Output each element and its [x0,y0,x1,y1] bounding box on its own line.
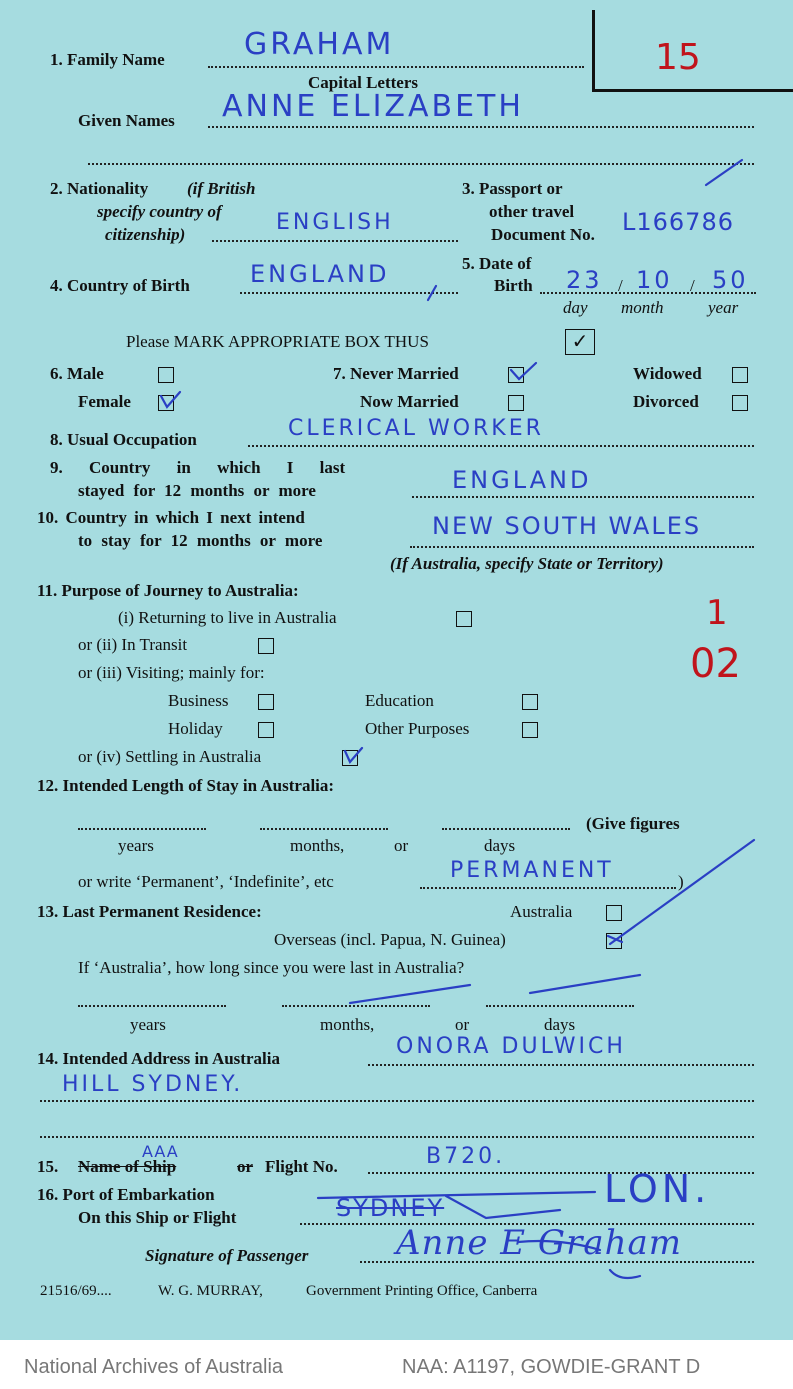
signature-flourish [518,1241,600,1250]
business-label: Business [168,691,229,710]
last-country-label-2: stayed for 12 months or more [78,481,316,500]
month-label: month [621,298,664,317]
date-separator-2: / [690,276,695,295]
residence-diagonal-stroke [610,840,754,944]
male-label: 6. Male [50,364,104,383]
country-of-birth-value[interactable]: ENGLAND [250,260,390,288]
stay-months-label: months, [290,836,345,855]
residence-overseas-label: Overseas (incl. Papua, N. Guinea) [274,930,506,949]
address-value-1[interactable]: ONORA DULWICH [396,1034,626,1059]
occupation-value[interactable]: CLERICAL WORKER [288,416,544,441]
document-no-value[interactable]: L166786 [622,208,734,236]
address-value-2[interactable]: HILL SYDNEY. [62,1072,244,1097]
day-label: day [563,298,588,317]
female-label: Female [78,392,131,411]
permanent-value[interactable]: PERMANENT [450,858,614,883]
length-of-stay-label: 12. Intended Length of Stay in Australia: [37,776,335,795]
birth-day-value[interactable]: 23 [566,266,603,294]
flight-no-value[interactable]: B720. [426,1144,506,1169]
settling-label: or (iv) Settling in Australia [78,747,262,766]
since-australia-question: If ‘Australia’, how long since you were last in Australia? [78,958,465,977]
since-or-label: or [455,1015,470,1034]
ref-number: 15 [655,37,701,78]
transit-label: or (ii) In Transit [78,635,188,654]
nationality-value[interactable]: ENGLISH [276,210,394,235]
birth-label: Birth [494,276,533,295]
permanent-instruction: or write ‘Permanent’, ‘Indefinite’, etc [78,872,334,891]
archive-footer [0,1340,793,1389]
signature-tail [610,1270,640,1278]
given-names-label: Given Names [78,111,175,130]
last-country-label: 9. Country in which I last [50,458,346,477]
permanent-close-paren: ) [678,872,684,891]
ship-name-scribble: AAA [142,1142,179,1161]
stay-days-label: days [484,836,516,855]
red-code-2: 02 [690,641,741,687]
signature-value[interactable]: Anne E Graham [396,1223,682,1263]
other-purposes-label: Other Purposes [365,719,470,738]
state-territory-note: (If Australia, specify State or Territory) [390,554,664,573]
next-country-value[interactable]: NEW SOUTH WALES [432,512,702,540]
last-country-value[interactable]: ENGLAND [452,466,592,494]
printer-name: W. G. MURRAY, [158,1283,263,1299]
year-label: year [708,298,739,317]
port-scribble-stroke [446,1196,560,1218]
give-figures-note: (Give figures [586,814,680,833]
printer-office: Government Printing Office, Canberra [306,1283,538,1299]
flight-no-label: Flight No. [265,1157,338,1176]
printer-code: 21516/69.... [40,1283,112,1299]
nationality-label-3: citizenship) [105,225,186,244]
capital-letters-note: Capital Letters [308,73,419,92]
nationality-label: 2. Nationality [50,179,149,198]
signature-label: Signature of Passenger [145,1246,309,1265]
archive-name: National Archives of Australia [24,1356,284,1378]
nationality-label-note: (if British [187,179,256,198]
address-label: 14. Intended Address in Australia [37,1049,280,1068]
divorced-label: Divorced [633,392,699,411]
passport-label-2: other travel [489,202,575,221]
ship-name-label-struck: Name of Ship [78,1157,177,1176]
example-check-box: ✓ [565,329,595,355]
last-residence-label: 13. Last Permanent Residence: [37,902,262,921]
holiday-label: Holiday [168,719,223,738]
country-of-birth-label: 4. Country of Birth [50,276,190,295]
birth-country-stroke [428,286,436,300]
port-value[interactable]: LON. [604,1167,711,1211]
never-married-label: 7. Never Married [333,364,459,383]
now-married-label: Now Married [360,392,459,411]
never-married-check-mark [511,363,536,379]
birth-month-value[interactable]: 10 [636,266,673,294]
occupation-label: 8. Usual Occupation [50,430,197,449]
family-name-value[interactable]: GRAHAM [244,27,395,62]
since-line-stroke-1 [350,985,470,1003]
since-years-label: years [130,1015,166,1034]
archive-reference: NAA: A1197, GOWDIE-GRANT D [402,1356,701,1378]
port-strike-stroke [318,1192,595,1198]
date-of-birth-label: 5. Date of [462,254,532,273]
nationality-dash-stroke [706,160,742,185]
port-label: 16. Port of Embarkation [37,1185,215,1204]
stay-or-label: or [394,836,409,855]
next-country-label-2: to stay for 12 months or more [78,531,323,550]
since-line-stroke-2 [530,975,640,993]
returning-label: (i) Returning to live in Australia [118,608,337,627]
given-names-value[interactable]: ANNE ELIZABETH [222,89,524,124]
mark-instruction: Please MARK APPROPRIATE BOX THUS [126,332,429,351]
date-separator-1: / [618,276,623,295]
since-months-label: months, [320,1015,375,1034]
stay-years-label: years [118,836,154,855]
since-days-label: days [544,1015,576,1034]
family-name-label: 1. Family Name [50,50,165,69]
residence-australia-label: Australia [510,902,573,921]
port-struck-value: SYDNEY [336,1194,445,1222]
visiting-label: or (iii) Visiting; mainly for: [78,663,265,682]
red-code-1: 1 [706,593,728,633]
ship-or-label-struck: or [237,1157,254,1176]
birth-year-value[interactable]: 50 [712,266,749,294]
port-label-2: On this Ship or Flight [78,1208,237,1227]
passport-label: 3. Passport or [462,179,563,198]
document-no-label: Document No. [491,225,595,244]
settling-check-mark [345,748,362,762]
education-label: Education [365,691,434,710]
nationality-label-2: specify country of [97,202,222,221]
widowed-label: Widowed [633,364,702,383]
purpose-label: 11. Purpose of Journey to Australia: [37,581,299,600]
next-country-label: 10. Country in which I next intend [37,508,305,527]
ship-flight-label-number: 15. [37,1157,59,1176]
female-check-mark [161,392,180,407]
